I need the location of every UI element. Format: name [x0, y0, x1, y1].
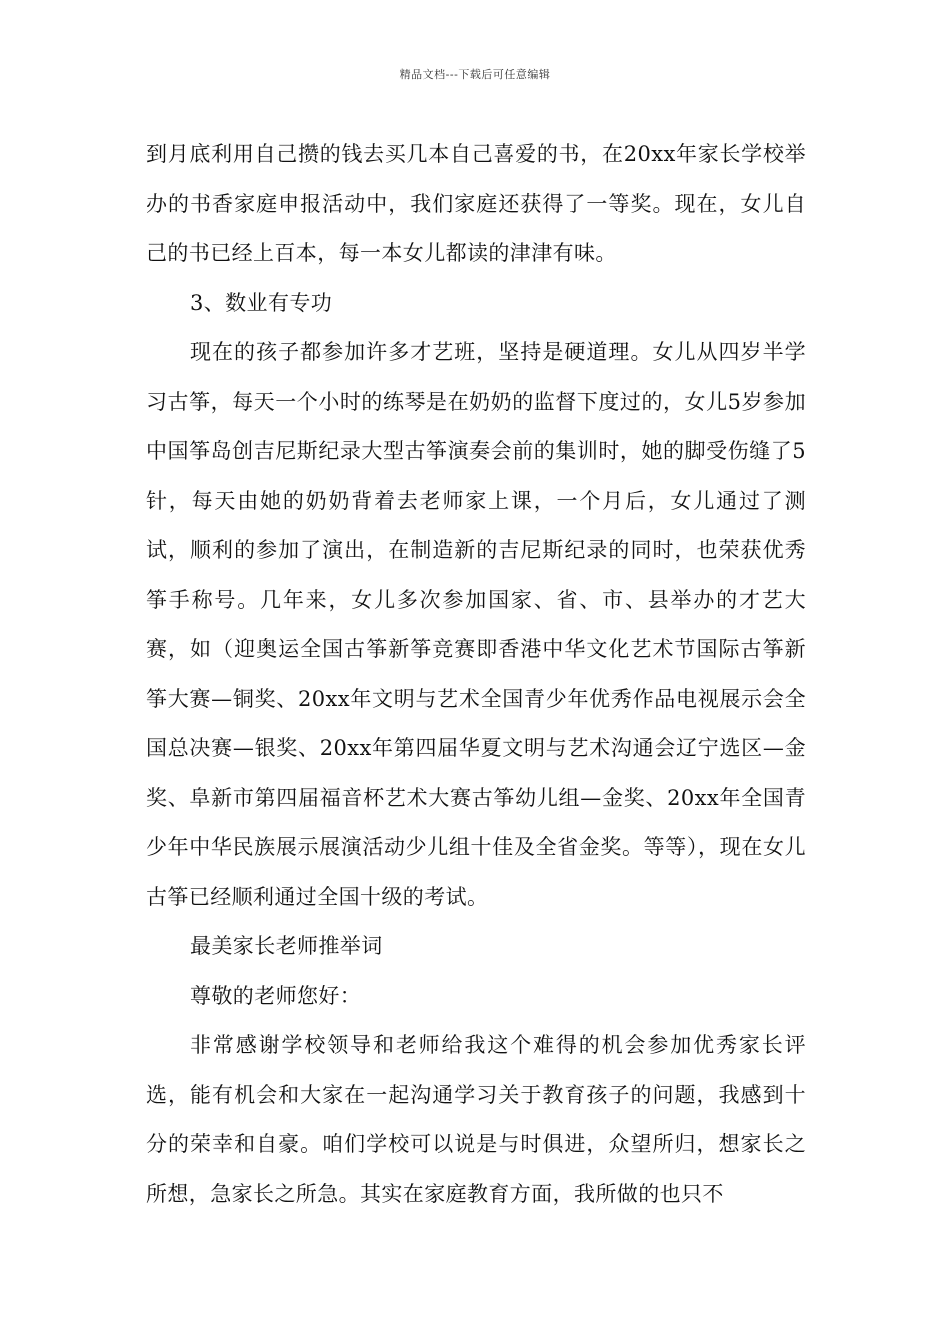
- document-body: [146, 130, 806, 1219]
- page-header: 精品文档---下载后可任意编辑: [399, 68, 551, 81]
- section-title-recommendation: 最美家长老师推举词: [190, 934, 383, 958]
- salutation: 尊敬的老师您好：: [190, 983, 362, 1008]
- paragraph-continuation: 到月底利用自己攒的钱去买几本自己喜爱的书，在20xx年家长学校举办的书香家庭申报活动中，我们家庭还获得了一等奖。现在，女儿自己的书已经上百本，每一本女儿都读的津津有味。: [146, 142, 806, 265]
- paragraph-guzheng: 现在的孩子都参加许多才艺班，坚持是硬道理。女儿从四岁半学习古筝，每天一个小时的练琴是在奶奶的监督下度过的，女儿5岁参加中国筝岛创吉尼斯纪录大型古筝演奏会前的集训时，她的脚受伤缝了5针，每天由她的奶奶背着去老师家上课，一个月后，女儿通过了测试，顺利的参加了演出，在制造新的吉尼斯纪录的同时，也荣获优秀筝手称号。几年来，女儿多次参加国家、省、市、县举办的才艺大赛，如（迎奥运全国古筝新筝竞赛即香港中华文化艺术节国际古筝新筝大赛—铜奖、20xx年文明与艺术全国青少年优秀作品电视展示会全国总决赛—银奖、20xx年第四届华夏文明与艺术沟通会辽宁选区—金奖、阜新市第四届福音杯艺术大赛古筝幼儿组—金奖、20xx年全国青少年中华民族展示展演活动少儿组十佳及全省金奖。等等），现在女儿古筝已经顺利通过全国十级的考试。: [146, 340, 806, 909]
- section-heading-specialty: 3、数业有专功: [190, 290, 333, 315]
- paragraph-thanks: 非常感谢学校领导和老师给我这个难得的机会参加优秀家长评选，能有机会和大家在一起沟通学习关于教育孩子的问题，我感到十分的荣幸和自豪。咱们学校可以说是与时俱进，众望所归，想家长之所想，急家长之所急。其实在家庭教育方面，我所做的也只不: [146, 1033, 806, 1206]
